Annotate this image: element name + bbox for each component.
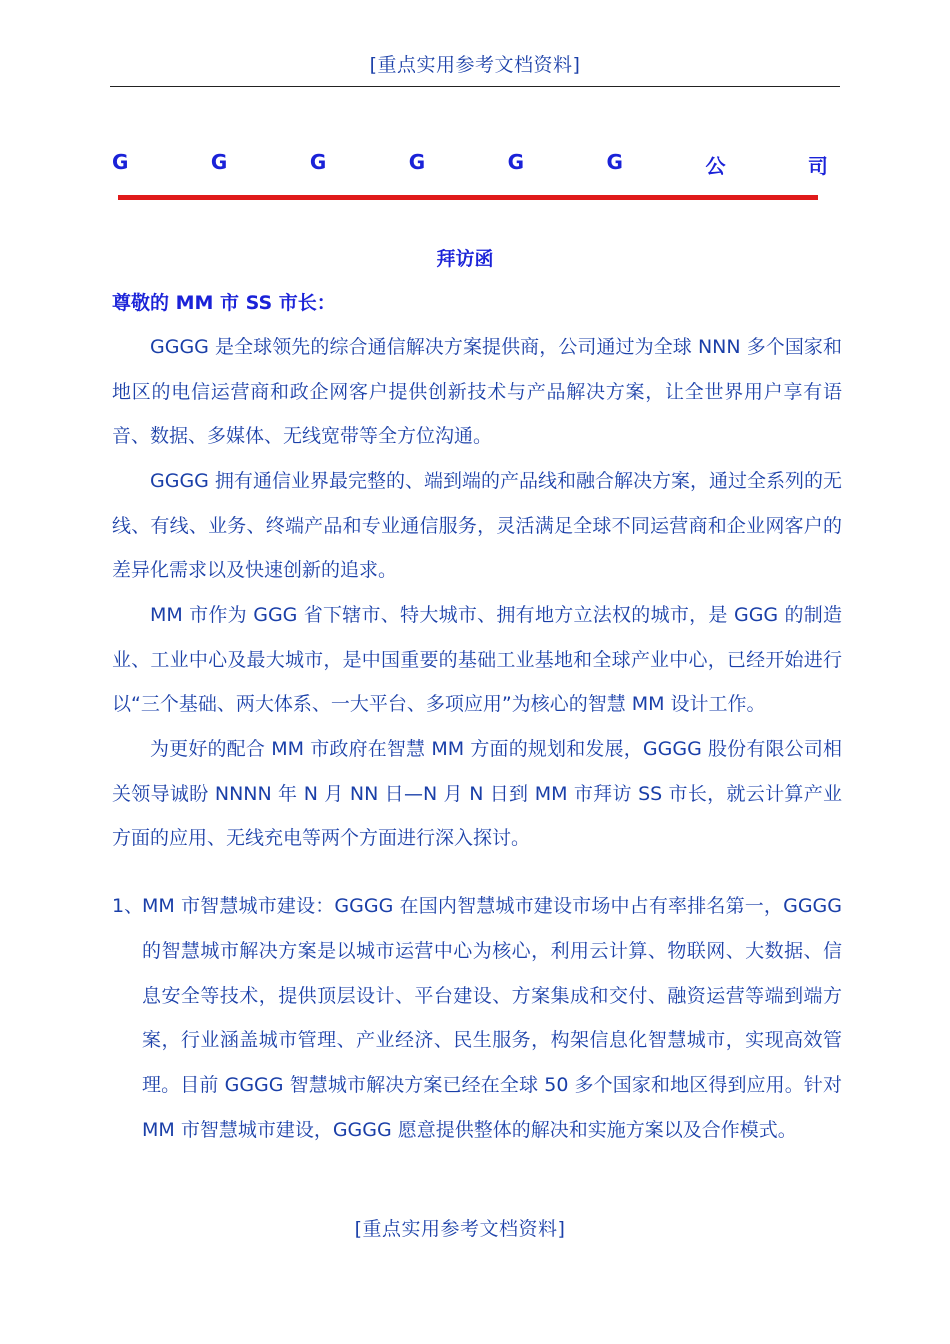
company-banner-char: G — [606, 150, 623, 174]
page-header: [重点实用参考文档资料] — [369, 54, 581, 76]
body-paragraph: GGGG 是全球领先的综合通信解决方案提供商，公司通过为全球 NNN 多个国家和地区的电信运营商和政企网客户提供创新技术与产品解决方案，让全世界用户享有语音、数据、多媒体、无线宽带等全方位沟通。 — [112, 336, 842, 448]
company-banner — [112, 150, 828, 179]
body-paragraph: GGGG 拥有通信业界最完整的、端到端的产品线和融合解决方案，通过全系列的无线、有线、业务、终端产品和专业通信服务，灵活满足全球不同运营商和企业网客户的差异化需求以及快速创新的追求。 — [112, 470, 842, 582]
company-banner-char: 公 — [705, 154, 726, 178]
company-banner-char: 司 — [807, 154, 828, 178]
list-item-text: MM 市智慧城市建设：GGGG 在国内智慧城市建设市场中占有率排名第一，GGGG 的智慧城市解决方案是以城市运营中心为核心，利用云计算、物联网、大数据、信息安全等技术，提供顶层设计、平台建设、方案集成和交付、融资运营等端到端方案，行业涵盖城市管理、产业经济、民生服务，构架信息化智慧城市，实现高效管理。目前 GGGG 智慧城市解决方案已经在全球 50 多个国家和地区得到应用。针对 MM 市智慧城市建设，GGGG 愿意提供整体的解决和实施方案以及合作模式。 — [142, 895, 842, 1141]
company-banner-char: G — [309, 150, 327, 174]
list-item-number: 1、 — [112, 895, 144, 917]
company-banner-char: G — [507, 150, 525, 174]
company-banner-char: G — [210, 150, 228, 174]
document-title: 拜访函 — [436, 248, 494, 270]
body-paragraph: 为更好的配合 MM 市政府在智慧 MM 方面的规划和发展，GGGG 股份有限公司相关领导诚盼 NNNN 年 N 月 NN 日—N 月 N 日到 MM 市拜访 SS 市长，就云计算产业方面的应用、无线充电等两个方面进行深入探讨。 — [112, 738, 842, 850]
company-banner-char: G — [112, 150, 129, 174]
salutation: 尊敬的 MM 市 SS 市长： — [112, 292, 336, 314]
body-paragraph: MM 市作为 GGG 省下辖市、特大城市、拥有地方立法权的城市，是 GGG 的制造业、工业中心及最大城市，是中国重要的基础工业基地和全球产业中心，已经开始进行以“三个基础、两大体系、一大平台、多项应用”为核心的智慧 MM 设计工作。 — [112, 604, 842, 716]
list-item — [112, 884, 842, 1153]
header-divider — [110, 86, 840, 87]
company-banner-char: G — [408, 150, 426, 174]
page-footer: [重点实用参考文档资料] — [354, 1218, 566, 1240]
banner-red-rule — [118, 195, 818, 200]
